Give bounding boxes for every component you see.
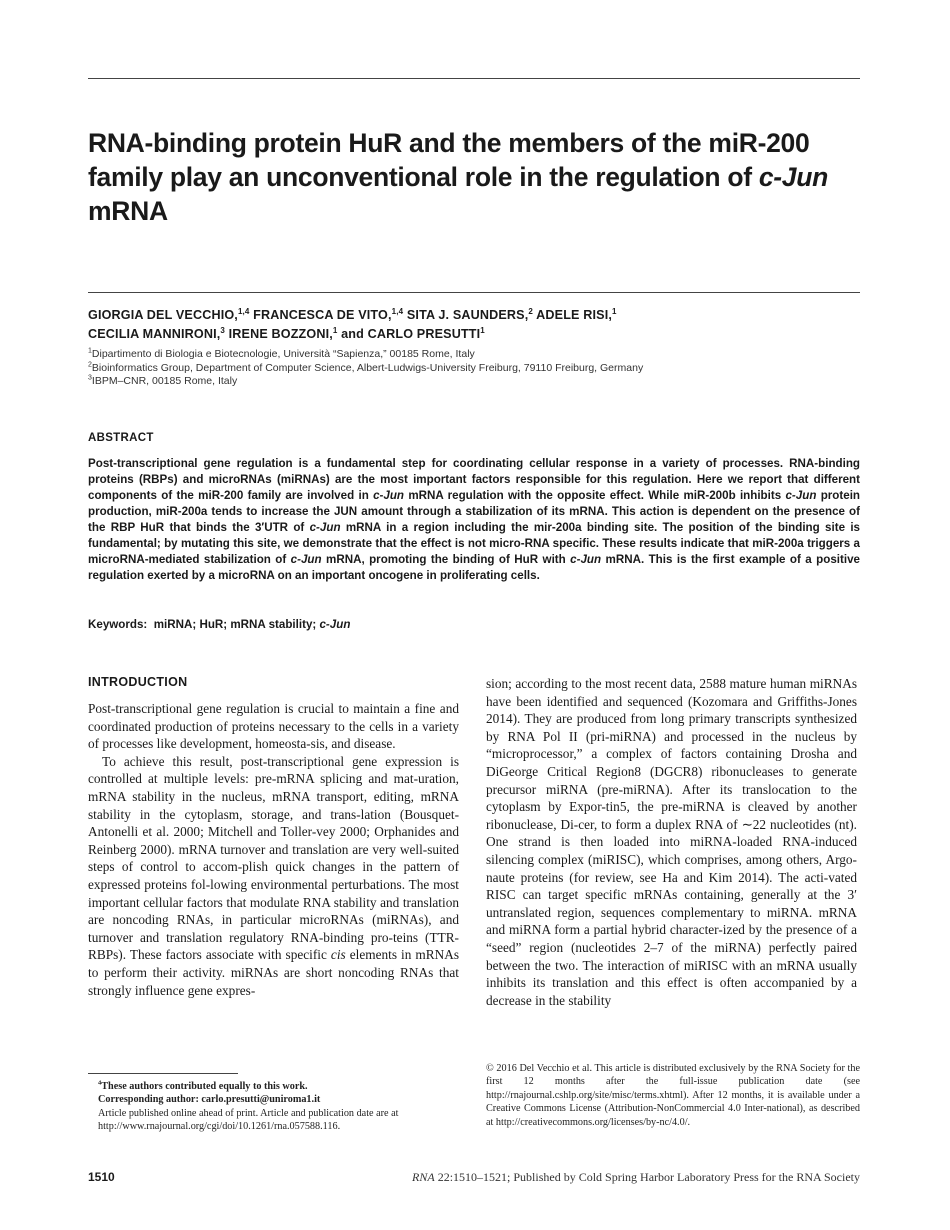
affiliation-number: 3 xyxy=(88,374,92,382)
paragraph-text: To achieve this result, post-transcriptional gene expression is controlled at multiple levels: pre-mRNA splicing and mat-uration, mRNA stability in the nucleus, mRNA transport, editing, mRNA stability in the cytoplasm, storage, and trans-lation (Bousquet-Antonelli et al. 2000; Mitchell and Toller-vey 2000; Orphanides and Reinberg 2000). mRNA turnover and translation are very well-suited steps of control to accom-plish quick changes in the pattern of expressed proteins fol-lowing environmental perturbations. The most important cellular factors that modulate RNA stability and translation are noncoding RNAs, in particular microRNAs (miRNAs), and turnover and translation regulatory RNA-binding pro-teins (TTR-RBPs). These factors associate with specific xyxy=(88,753,459,963)
author: and CARLO PRESUTTI xyxy=(337,327,481,341)
affiliations xyxy=(88,348,888,389)
paragraph-text: elements in mRNAs to perform their activity. miRNAs are short noncoding RNAs that strongly influence gene expres- xyxy=(88,947,459,998)
license-note: © 2016 Del Vecchio et al. This article is distributed exclusively by the RNA Society for the first 12 months after the full-issue publication date (see http://rnajournal.cshlp.org/site/misc/terms.xhtml). After 12 months, it is available under a Creative Commons License (Attribution-NonCommercial 4.0 Inter-national), as described at http://creativecommons.org/licenses/by-nc/4.0/. xyxy=(486,1063,860,1128)
journal-name: RNA xyxy=(412,1170,435,1184)
gene-italic: c-Jun xyxy=(785,489,817,502)
keyword-italic: c-Jun xyxy=(319,618,351,631)
keywords-label: Keywords: xyxy=(88,618,148,631)
corresponding-author: Corresponding author: carlo.presutti@uniroma1.it xyxy=(98,1094,321,1106)
affiliation-text: Dipartimento di Biologia e Biotecnologie, Università “Sapienza,” 00185 Rome, Italy xyxy=(91,348,475,360)
page-number: 1510 xyxy=(88,1170,115,1184)
affiliation-number: 1 xyxy=(88,347,92,355)
author-affil-sup: 1 xyxy=(612,306,617,316)
title-text-end: mRNA xyxy=(88,196,168,226)
publication-note: Article published online ahead of print. Article and publication date are at http://www.rnajournal.org/cgi/doi/10.1261/rna.057588.116. xyxy=(98,1107,399,1133)
article-title xyxy=(88,126,878,228)
gene-italic: c-Jun xyxy=(570,553,602,566)
affiliation-number: 2 xyxy=(88,361,92,368)
abstract-body xyxy=(88,456,860,584)
author-affil-sup: 2 xyxy=(528,306,533,316)
footnotes xyxy=(88,1080,460,1134)
author-list xyxy=(88,306,888,344)
author-affil-sup: 1 xyxy=(480,325,485,335)
gene-italic: c-Jun xyxy=(373,489,405,502)
author: IRENE BOZZONI, xyxy=(224,327,333,341)
author: ADELE RISI, xyxy=(532,308,612,322)
keywords-list: miRNA; HuR; mRNA stability; xyxy=(153,618,320,631)
journal-citation xyxy=(412,1170,860,1185)
affiliation-text: Bioinformatics Group, Department of Computer Science, Albert-Ludwigs-University Freiburg, 79110 Freiburg, Germany xyxy=(91,361,644,374)
italic-term: cis xyxy=(330,947,346,963)
intro-paragraph-continued: sion; according to the most recent data, 2588 mature human miRNAs have been identified and sequenced (Kozomara and Griffiths-Jones 2014). They are produced from long primary transcripts synthesized by RNA Pol II (pri-miRNA) and processed in the nucleus by “microprocessor,” a complex of factors containing Drosha and DiGeorge Critical Region8 (DGCR8) ribonucleases to generate precursor miRNA (pre-miRNA). After its translocation to the cytoplasm by Expor-tin5, the pre-miRNA is cleaved by another ribonuclease, Di-cer, to form a duplex RNA of ∼22 nucleotides (nt). One strand is then loaded into miRNA-loaded RNA-induced silencing complex (miRISC), which comprises, among others, Argo-naute proteins (for review, see Ha and Kim 2014). The acti-vated RISC can target specific mRNAs containing, generally at the 3′ untranslated region, sequences complementary to miRNA. mRNA and miRNA form a partial hybrid character-ized by the presence of a “seed” region (nucleotides 2–7 of the miRNA) perfectly paired between the two. The interaction of miRISC with an mRNA usually inhibits its translation and this effect is often accompanied by a decrease in the stability xyxy=(486,676,857,1008)
affiliation-text: IBPM–CNR, 00185 Rome, Italy xyxy=(91,375,238,387)
gene-italic: c-Jun xyxy=(290,553,322,566)
gene-italic: c-Jun xyxy=(309,521,341,534)
author: FRANCESCA DE VITO, xyxy=(249,308,392,322)
author: GIORGIA DEL VECCHIO, xyxy=(88,308,238,322)
author-affil-sup: 1,4 xyxy=(391,306,404,316)
affiliation xyxy=(88,348,888,362)
keywords xyxy=(88,618,860,631)
top-rule xyxy=(88,78,860,79)
affiliation xyxy=(88,375,888,389)
abstract-text: protein production, miR-200a tends to increase the JUN amount through a stabilization of its mRNA. This action is dependent on the presence of the RBP HuR that binds the 3′UTR of xyxy=(88,489,861,534)
abstract-text: mRNA, promoting the binding of HuR with xyxy=(321,553,571,566)
equal-contribution-note xyxy=(88,1080,460,1093)
abstract-text: mRNA. This is the first example of a positive regulation exerted by a microRNA on an important oncogene in proliferating cells. xyxy=(88,553,860,582)
intro-paragraph: Post-transcriptional gene regulation is crucial to maintain a fine and coordinated production of proteins necessary to the cells in a variety of processes like development, homeosta-sis, and disease. xyxy=(88,701,459,752)
intro-paragraph xyxy=(88,753,459,999)
author-affil-sup: 1 xyxy=(332,325,338,335)
affiliation xyxy=(88,362,888,376)
author-affil-sup: 3 xyxy=(220,325,225,335)
abstract-text: mRNA in a region including the mir-200a binding site. The position of the binding site is fundamental; by mutating this site, we demonstrate that the effect is not micro-RNA specific. These results indicate that miR-200a triggers a microRNA-mediated stabilization of xyxy=(88,521,861,566)
footnote-mark: 4 xyxy=(98,1079,102,1087)
author-rule xyxy=(88,292,860,293)
citation-text: 22:1510–1521; Published by Cold Spring Harbor Laboratory Press for the RNA Society xyxy=(434,1170,860,1184)
footnote-text: These authors contributed equally to this work. xyxy=(101,1081,308,1092)
left-column xyxy=(88,700,459,999)
author: CECILIA MANNIRONI, xyxy=(88,327,221,341)
author-affil-sup: 1,4 xyxy=(237,306,250,316)
introduction-heading: INTRODUCTION xyxy=(88,675,188,689)
title-text: RNA-binding protein HuR and the members of the miR-200 family play an unconventional role in the regulation of xyxy=(88,128,810,192)
title-gene-italic: c-Jun xyxy=(758,162,829,192)
abstract-text: mRNA regulation with the opposite effect. While miR-200b inhibits xyxy=(404,489,786,502)
footnote-rule xyxy=(88,1073,238,1074)
author: SITA J. SAUNDERS, xyxy=(403,308,529,322)
abstract-heading: ABSTRACT xyxy=(88,432,154,444)
right-column xyxy=(486,675,857,1009)
abstract-text: Post-transcriptional gene regulation is a fundamental step for coordinating cellular response in a variety of processes. RNA-binding proteins (RBPs) and microRNAs (miRNAs) are the most important factors responsible for this regulation. Here we report that different components of the miR-200 family are involved in xyxy=(88,457,860,502)
